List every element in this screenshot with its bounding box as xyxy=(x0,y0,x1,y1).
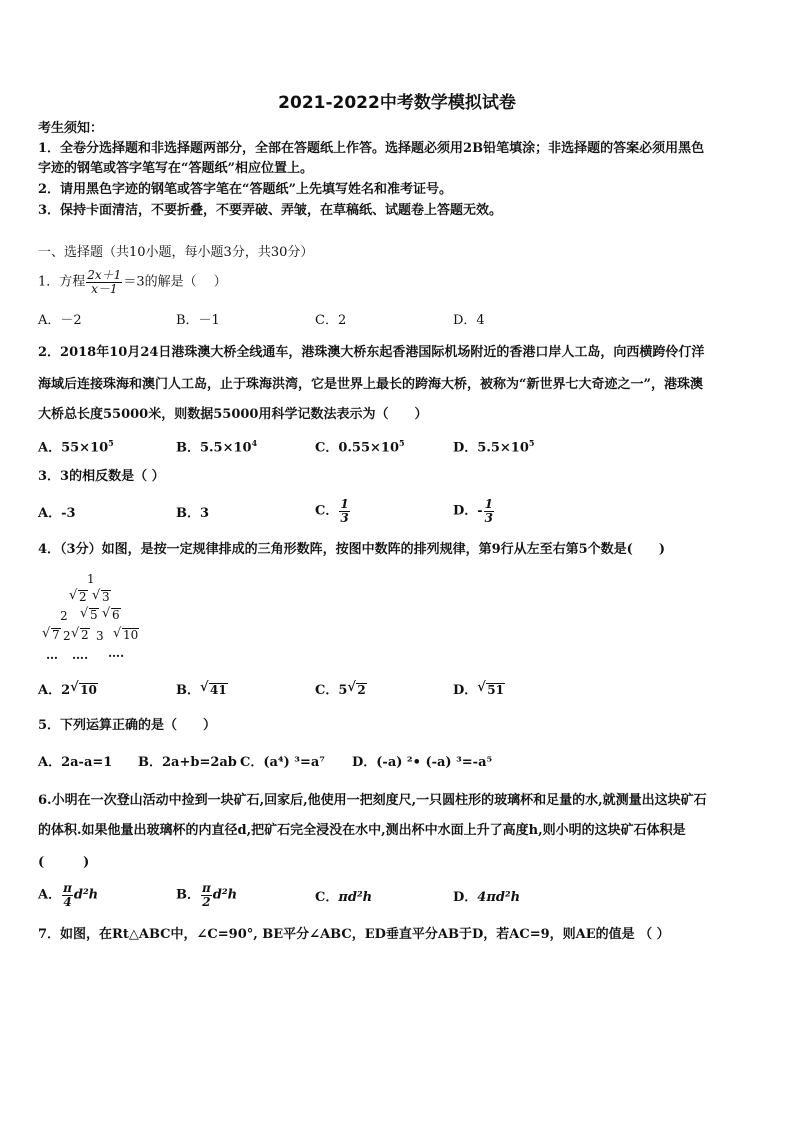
tri-r4a xyxy=(42,628,61,642)
tri-r4e xyxy=(113,628,139,642)
q1-prefix: 1．方程 xyxy=(38,274,86,290)
number-triangle-figure xyxy=(38,572,158,664)
q1-eq: ＝3 xyxy=(123,274,145,290)
q6-option-b-tail: d²h xyxy=(212,887,238,903)
q4-option-d-rad: 51 xyxy=(487,683,504,697)
tri-r4e-rad: 10 xyxy=(123,628,139,642)
q2-option-b[interactable] xyxy=(176,439,257,454)
q2-option-d-label: D．5.5×10 xyxy=(453,440,529,456)
tri-r3c-rad: 6 xyxy=(112,608,120,622)
q1-fraction-num: 2x＋1 xyxy=(87,268,122,282)
q5-option-b[interactable]: B．2a+b=2ab xyxy=(138,755,237,770)
tri-r4b: 2 xyxy=(63,629,71,643)
q4-option-b-sqrt xyxy=(200,683,228,697)
q3-option-c-den: 3 xyxy=(340,510,349,525)
q1-option-b[interactable]: B．－1 xyxy=(176,313,220,328)
q5-option-d[interactable]: D．(-a) ²• (-a) ³=-a⁵ xyxy=(352,755,493,770)
q2-line-2: 海域后连接珠海和澳门人工岛，止于珠海洪湾，它是世界上最长的跨海大桥，被称为“新世界七大奇迹之一”，港珠澳 xyxy=(38,377,703,392)
q3-option-a[interactable]: A．-3 xyxy=(38,506,76,521)
q4-option-d-sqrt xyxy=(477,683,505,697)
q2-option-b-label: B．5.5×10 xyxy=(176,440,252,456)
q6-option-c-label: C． xyxy=(315,890,339,905)
tri-r2a xyxy=(69,590,88,604)
tri-r2a-rad: 2 xyxy=(79,590,87,604)
q6-option-d-tail: 4πd²h xyxy=(477,890,521,905)
q2-option-a-label: A．55×10 xyxy=(38,440,109,456)
tri-r3b-rad: 5 xyxy=(90,608,98,622)
q4-option-c[interactable] xyxy=(315,683,367,697)
q3-option-d-den: 3 xyxy=(484,510,494,525)
q1-option-d[interactable]: D．4 xyxy=(453,313,485,328)
notice-line-2: 2．请用黑色字迹的钢笔或答字笔在“答题纸”上先填写姓名和准考证号。 xyxy=(38,182,453,197)
q2-option-c[interactable] xyxy=(315,439,405,454)
q4-option-a-label: A．2 xyxy=(38,683,71,698)
notice-line-1a: 1．全卷分选择题和非选择题两部分，全部在答题纸上作答。选择题必须用2B铅笔填涂；非选择题的答案必须用黑色 xyxy=(38,141,705,156)
q4-stem: 4．（3分）如图，是按一定规律排成的三角形数阵，按图中数阵的排列规律，第9行从左至右第5个数是( ) xyxy=(38,542,665,557)
q1-option-c[interactable]: C．2 xyxy=(315,313,347,328)
q2-option-a-exp: 5 xyxy=(108,438,114,448)
q7-stem: 7．如图，在Rt△ABC中，∠C=90°, BE平分∠ABC，ED垂直平分AB于D，若AC=9，则AE的值是 （ ） xyxy=(38,927,670,942)
q3-option-d-num: 1 xyxy=(484,497,494,511)
q2-option-b-exp: 4 xyxy=(251,438,258,448)
q2-option-c-exp: 5 xyxy=(399,438,405,448)
tri-r2b xyxy=(92,590,111,604)
q4-option-d[interactable] xyxy=(453,683,505,697)
q6-line-1: 6.小明在一次登山活动中捡到一块矿石,回家后,他使用一把刻度尺,一只圆柱形的玻璃杯和足量的水,就测量出这块矿石 xyxy=(38,793,707,808)
q6-option-b-den: 2 xyxy=(202,894,211,909)
q6-line-3: ( ) xyxy=(38,855,90,870)
notice-heading: 考生须知： xyxy=(38,121,104,136)
tri-r3a: 2 xyxy=(60,609,68,623)
q6-option-a-den: 4 xyxy=(63,894,72,909)
q6-option-c-tail: πd²h xyxy=(338,890,373,905)
q1-fraction-den: x－1 xyxy=(91,281,118,296)
q3-option-c-fraction xyxy=(339,498,349,524)
tri-dots-1: … xyxy=(46,648,58,662)
q6-option-b[interactable] xyxy=(176,882,237,908)
q2-option-d-exp: 5 xyxy=(528,438,535,448)
tri-r3c xyxy=(102,608,121,622)
q6-option-a-label: A． xyxy=(38,887,62,903)
q6-option-c[interactable] xyxy=(315,891,372,904)
tri-r2b-rad: 3 xyxy=(102,590,110,604)
tri-dots-3: …. xyxy=(108,646,125,660)
q3-option-c-label: C． xyxy=(315,503,339,519)
tri-r1: 1 xyxy=(87,572,95,586)
question-1 xyxy=(38,269,227,295)
q3-option-d-label: D．- xyxy=(453,503,483,519)
tri-r4a-rad: 7 xyxy=(52,628,60,642)
q6-option-b-num: π xyxy=(202,881,211,895)
q1-fraction xyxy=(86,269,122,295)
q3-option-d[interactable] xyxy=(453,498,495,524)
q3-option-d-fraction xyxy=(484,498,494,524)
notice-line-1b: 字迹的钢笔或答字笔写在“答题纸”相应位置上。 xyxy=(38,161,313,176)
q6-option-a-tail: d²h xyxy=(73,887,99,903)
q5-option-c[interactable]: C．(a⁴) ³=a⁷ xyxy=(240,755,325,770)
notice-line-3: 3．保持卡面清洁，不要折叠，不要弄破、弄皱，在草稿纸、试题卷上答题无效。 xyxy=(38,203,503,218)
q4-option-b-rad: 41 xyxy=(210,683,227,697)
q4-option-c-label: C．5 xyxy=(315,683,348,698)
q4-option-d-label: D． xyxy=(453,683,478,698)
q6-option-a-num: π xyxy=(63,881,72,895)
tri-r4c xyxy=(71,628,90,642)
q5-stem: 5．下列运算正确的是（ ） xyxy=(38,718,217,733)
q4-option-c-sqrt xyxy=(347,683,366,697)
q3-stem: 3．3的相反数是（ ） xyxy=(38,469,165,484)
tri-r4d: 3 xyxy=(96,629,104,643)
q2-option-a[interactable] xyxy=(38,439,114,454)
q6-option-d[interactable] xyxy=(453,891,520,904)
section-heading: 一、选择题（共10小题，每小题3分，共30分） xyxy=(38,245,314,260)
q4-option-b-label: B． xyxy=(176,683,200,698)
q2-option-d[interactable] xyxy=(453,439,534,454)
q3-option-b[interactable]: B．3 xyxy=(176,506,210,521)
tri-r3b xyxy=(80,608,99,622)
q1-option-a[interactable]: A．－2 xyxy=(38,313,82,328)
q6-line-2: 的体积.如果他量出玻璃杯的内直径d,把矿石完全浸没在水中,测出杯中水面上升了高度h,则小明的这块矿石体积是 xyxy=(38,823,686,838)
q5-option-a[interactable]: A．2a-a=1 xyxy=(38,755,113,770)
q1-suffix: 的解是（ ） xyxy=(144,274,227,290)
tri-dots-2: …. xyxy=(72,648,89,662)
tri-r4c-rad: 2 xyxy=(81,628,89,642)
q2-line-1: 2．2018年10月24日港珠澳大桥全线通车，港珠澳大桥东起香港国际机场附近的香港口岸人工岛，向西横跨伶仃洋 xyxy=(38,345,705,360)
q2-option-c-label: C．0.55×10 xyxy=(315,440,399,456)
q3-option-c-num: 1 xyxy=(340,497,349,511)
q4-option-a[interactable] xyxy=(38,683,98,697)
q6-option-a[interactable] xyxy=(38,882,98,908)
q3-option-c[interactable] xyxy=(315,498,351,524)
q4-option-a-sqrt xyxy=(70,683,98,697)
page-title: 2021-2022中考数学模拟试卷 xyxy=(278,93,516,113)
q4-option-a-rad: 10 xyxy=(80,683,97,697)
q4-option-b[interactable] xyxy=(176,683,228,697)
q2-line-3: 大桥总长度55000米，则数据55000用科学记数法表示为（ ） xyxy=(38,407,428,422)
q4-option-c-rad: 2 xyxy=(357,683,366,697)
q6-option-a-fraction xyxy=(62,882,73,908)
q6-option-b-fraction xyxy=(201,882,212,908)
q6-option-b-label: B． xyxy=(176,887,200,903)
q6-option-d-label: D． xyxy=(453,890,478,905)
